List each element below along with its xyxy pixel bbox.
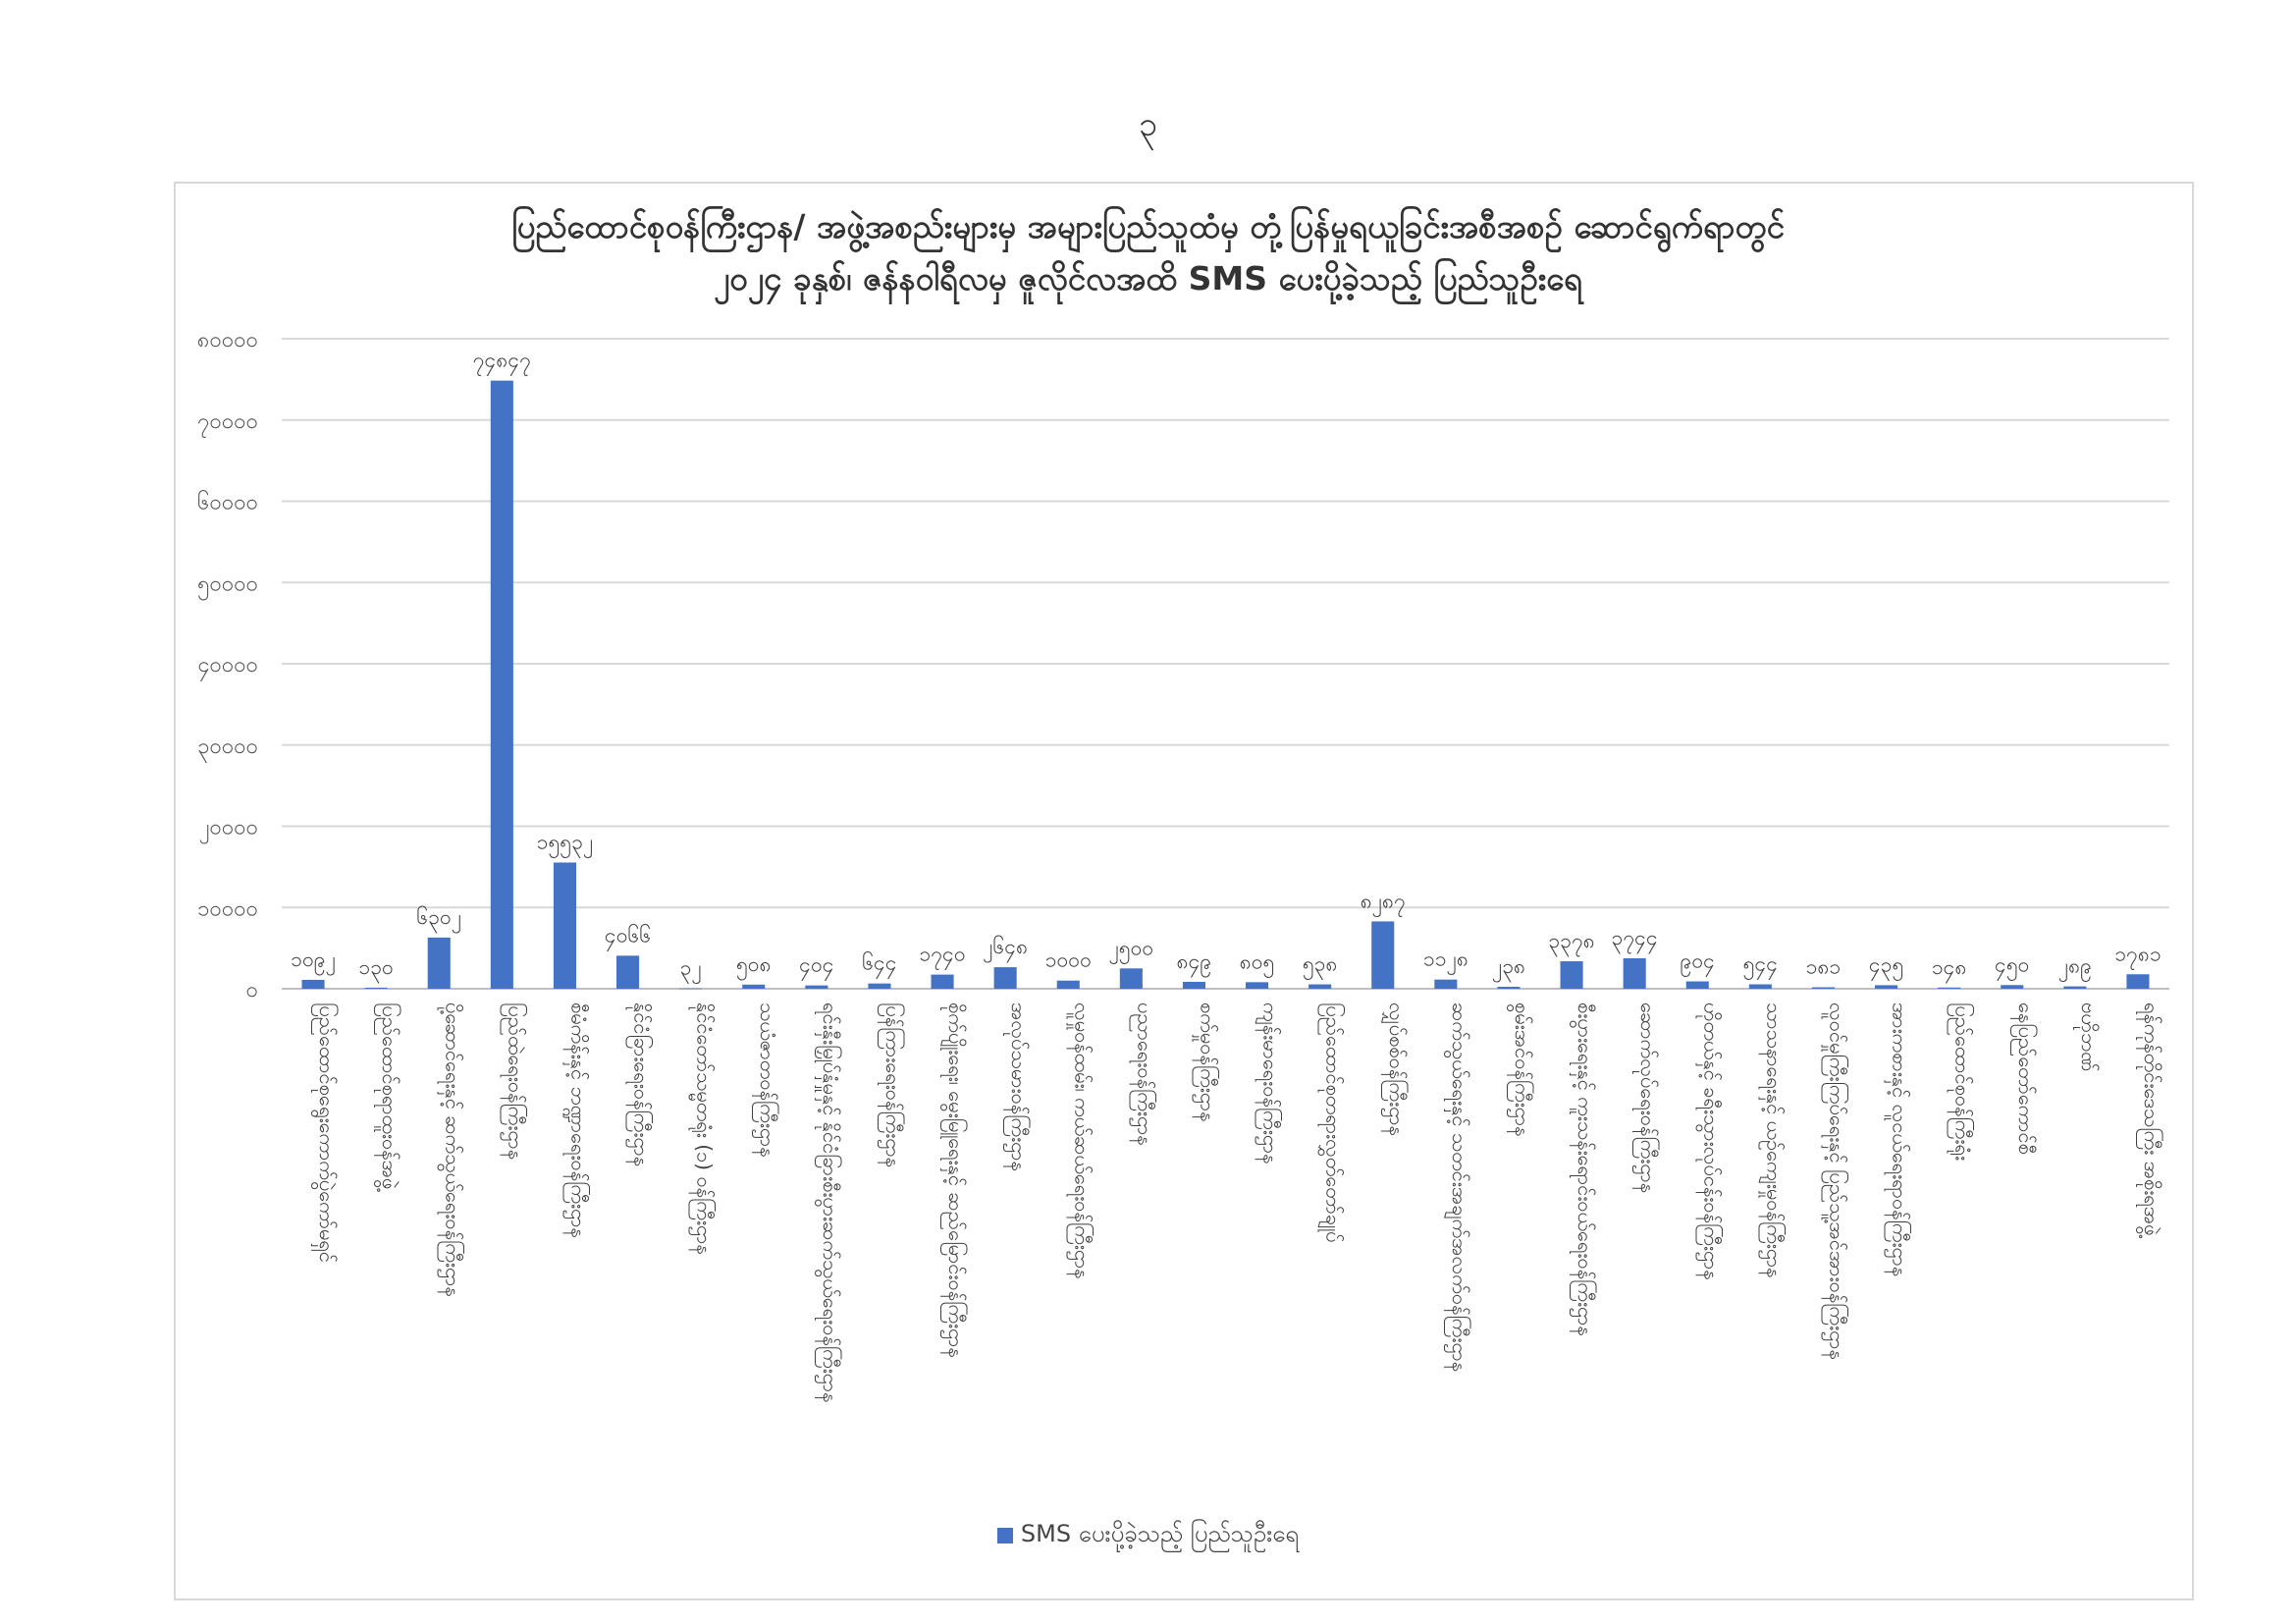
bar: [428, 938, 451, 989]
bar: [1497, 987, 1520, 989]
bar: [1434, 980, 1457, 989]
category-label: စီးပွားရေးနှင့် ကူးသန်းရောင်းဝယ်ရေးဝန်ကြီးဌာန: [1574, 1002, 1598, 1336]
bar: [1561, 961, 1583, 989]
category-label: အလုပ်သမားဝန်ကြီးဌာန: [1007, 1002, 1032, 1171]
data-label: ၄၅၀: [1995, 952, 2030, 977]
category-label: သယံဇာတဝန်ကြီးဌာန: [755, 1002, 779, 1158]
y-tick-label: ၁၀၀၀၀: [197, 896, 258, 922]
bar: [302, 980, 325, 989]
bar: [805, 986, 828, 989]
category-label: ဆက်သွယ်ရေးနှင့် သတင်းအချက်အလက်ဝန်ကြီးဌာန: [1447, 1002, 1471, 1373]
category-label: လူဝင်မှုကြီးကြပ်ရေးနှင့် ပြည်သူ့အင်အားဝန်ကြီးဌာန: [1825, 1002, 1849, 1360]
y-tick-label: ၈၀၀၀၀: [196, 328, 258, 352]
data-label: ၂၅၀၀: [1108, 936, 1154, 960]
bar: [2001, 985, 2023, 989]
category-label: ပြည်ထဲရေးဝန်ကြီးဌာန: [504, 1002, 528, 1161]
data-label: ၁၈၁: [1805, 954, 1842, 979]
category-label: ပြည်ထောင်စုတရားလွှတ်တော်ချုပ်: [1321, 1002, 1346, 1243]
bar: [365, 988, 388, 989]
chart-title-line-2: ၂၀၂၄ ခုနှစ်၊ ဇန်နဝါရီလမှ ဇူလိုင်လအထိ SMS ပေးပို့ခဲ့သည့် ပြည်သူဦးရေ: [713, 259, 1583, 298]
bar: [1371, 921, 1394, 989]
category-label: ပို့ဆောင်ရေးနှင့် ဆက်သွယ်ရေးဝန်ကြီးဌာန: [441, 1002, 465, 1297]
category-labels: [311, 1002, 2163, 1402]
bar: [1057, 981, 1080, 989]
category-label: စိုက်ပျိုးရေး၊ မွေးမြူရေးနှင့် ဆည်မြောင်းဝန်ကြီးဌာန: [944, 1002, 969, 1358]
category-label: နိုင်ငံခြားရေးဝန်ကြီးဌာန: [629, 1002, 654, 1167]
data-label: ၅၀၈: [735, 951, 772, 976]
category-label: ဟိုတယ်နှင့် ခရီးသွားလုပ်ငန်းဝန်ကြီးဌာန: [1699, 1002, 1724, 1280]
bar: [1120, 968, 1143, 989]
bar: [2126, 974, 2149, 989]
category-label: ဆောက်လုပ်ရေးဝန်ကြီးဌာန: [1636, 1002, 1661, 1194]
data-label: ၈၄၉: [1176, 948, 1212, 973]
data-label: ၆၃၀၂: [416, 904, 462, 929]
bar: [1246, 982, 1268, 989]
category-label: လူမှုဝန်ထမ်း၊ ကယ်ဆယ်ရေးဝန်ကြီးဌာန: [1070, 1002, 1095, 1279]
data-label: ၄၃၅: [1868, 952, 1904, 977]
category-label: စက်မှုဝန်ကြီးဌာန: [1196, 1002, 1220, 1122]
data-label: ၂၈၉: [2057, 953, 2092, 978]
bar: [491, 381, 513, 989]
category-label: ကျန်းမာရေးဝန်ကြီးဌာန: [1258, 1002, 1283, 1164]
data-label: ၁၀၉၂: [291, 947, 336, 971]
category-label: ပြည်ထောင်စုရွေးကောက်ပွဲကော်မရှင်: [315, 1002, 340, 1263]
data-label: ၃၂: [679, 955, 702, 980]
category-label: နေပြည်တော်ကောင်စီ: [2013, 1002, 2038, 1155]
data-label: ၁၀၀၀: [1044, 947, 1092, 972]
category-label: သာသနာရေးနှင့် ယဉ်ကျေးမှုဝန်ကြီးဌာန: [1762, 1002, 1787, 1278]
data-label: ၁၃၀: [358, 954, 394, 979]
category-label: ပြည်ထောင်စုဝန်ကြီးရုံး: [1950, 1002, 1975, 1162]
bar: [554, 862, 576, 989]
chart-title-line-1: ပြည်ထောင်စုဝန်ကြီးဌာန/ အဖွဲ့အစည်းများမှ အများပြည်သူထံမှ တုံ့ပြန်မှုရယူခြင်းအစီအစဉ် ဆောင်ရွက်ရာတွင်: [511, 207, 1785, 245]
bar: [994, 967, 1017, 989]
category-label: ပညာရေးဝန်ကြီးဌာန: [1133, 1002, 1157, 1146]
page-number: ၃: [1138, 105, 1158, 144]
bar: [868, 984, 890, 989]
category-label: စွမ်းအင်ဝန်ကြီးဌာန: [1510, 1002, 1534, 1137]
bar: [1308, 985, 1331, 989]
bar: [1875, 985, 1897, 989]
bar: [1749, 984, 1772, 989]
data-label: ၃၇၄၄: [1611, 926, 1658, 950]
data-label: ၅၃၈: [1302, 951, 1338, 976]
y-tick-label: ၄၀၀၀၀: [197, 653, 258, 677]
bar: [2063, 987, 2086, 989]
category-label: ဗဟိုဘဏ်: [2076, 1002, 2101, 1072]
data-label: ၁၅၅၃၂: [536, 830, 594, 854]
bar: [742, 985, 765, 989]
data-label: ၁၇၈၁: [2114, 942, 2162, 966]
category-label: လျှပ်စစ်ဝန်ကြီးဌာန: [1384, 1002, 1409, 1136]
bar: [932, 975, 954, 989]
y-tick-label: ၀: [245, 978, 258, 1002]
data-label: ၆၄၄: [862, 950, 897, 975]
legend-swatch: [997, 1528, 1013, 1543]
category-label: ရင်းနှီးမြှုပ်နှံမှုနှင့် နိုင်ငံခြားစီးပွားဆက်သွယ်ရေးဝန်ကြီးဌာန: [818, 1002, 842, 1403]
data-label: ၅၄၄: [1742, 951, 1779, 976]
legend: [0, 1518, 2296, 1553]
category-label: နိုင်ငံတော်သမ္မတရုံး (၁) ဝန်ကြီးဌာန: [692, 1002, 717, 1255]
bar: [679, 989, 702, 990]
bar: [1624, 958, 1646, 989]
data-label: ၈၂၈၇: [1360, 889, 1406, 913]
data-label: ၂၃၈: [1491, 954, 1526, 979]
y-tick-label: ၃၀၀၀၀: [197, 733, 258, 759]
data-label: ၄၀၄: [799, 952, 834, 977]
category-label: ပြည်ထောင်စုရာထူးဝန်အဖွဲ့: [378, 1002, 402, 1190]
y-tick-label: ၅၀၀၀၀: [197, 571, 258, 597]
y-tick-label: ၇၀၀၀၀: [197, 408, 258, 434]
data-label: ၇၄၈၄၇: [472, 348, 531, 372]
bar: [616, 955, 639, 989]
legend-label: SMS ပေးပို့ခဲ့သည့် ပြည်သူဦးရေ: [1020, 1520, 1300, 1547]
bar: [1686, 982, 1709, 989]
data-label: ၁၇၄၀: [919, 942, 966, 966]
bar: [1938, 988, 1960, 989]
data-label: ၁၄၈: [1931, 954, 1967, 979]
category-label: ရန်ကုန်တိုင်းဒေသကြီး အစိုးရအဖွဲ့: [2139, 1002, 2163, 1236]
category-label: ပြန်ကြားရေးဝန်ကြီးဌာန: [881, 1002, 905, 1168]
category-label: အားကစားနှင့် လူငယ်ရေးရာဝန်ကြီးဌာန: [1888, 1002, 1912, 1277]
data-label: ၁၁၂၈: [1422, 947, 1468, 971]
data-label: ၃၃၇၈: [1548, 929, 1595, 953]
bar: [1183, 982, 1205, 989]
data-label: ၂၆၄၈: [983, 935, 1029, 959]
y-axis: [197, 328, 258, 1002]
y-tick-label: ၆၀၀၀၀: [197, 490, 258, 515]
category-label: စီမံကိန်းနှင့် ဘဏ္ဍာရေးဝန်ကြီးဌာန: [566, 1002, 591, 1238]
y-tick-label: ၂၀၀၀၀: [198, 815, 258, 840]
bars: [302, 381, 2150, 990]
bar: [1812, 988, 1835, 989]
data-label: ၄၀၆၆: [604, 923, 652, 947]
data-label: ၈၀၅: [1239, 949, 1275, 974]
data-label: ၉၀၄: [1680, 948, 1715, 973]
